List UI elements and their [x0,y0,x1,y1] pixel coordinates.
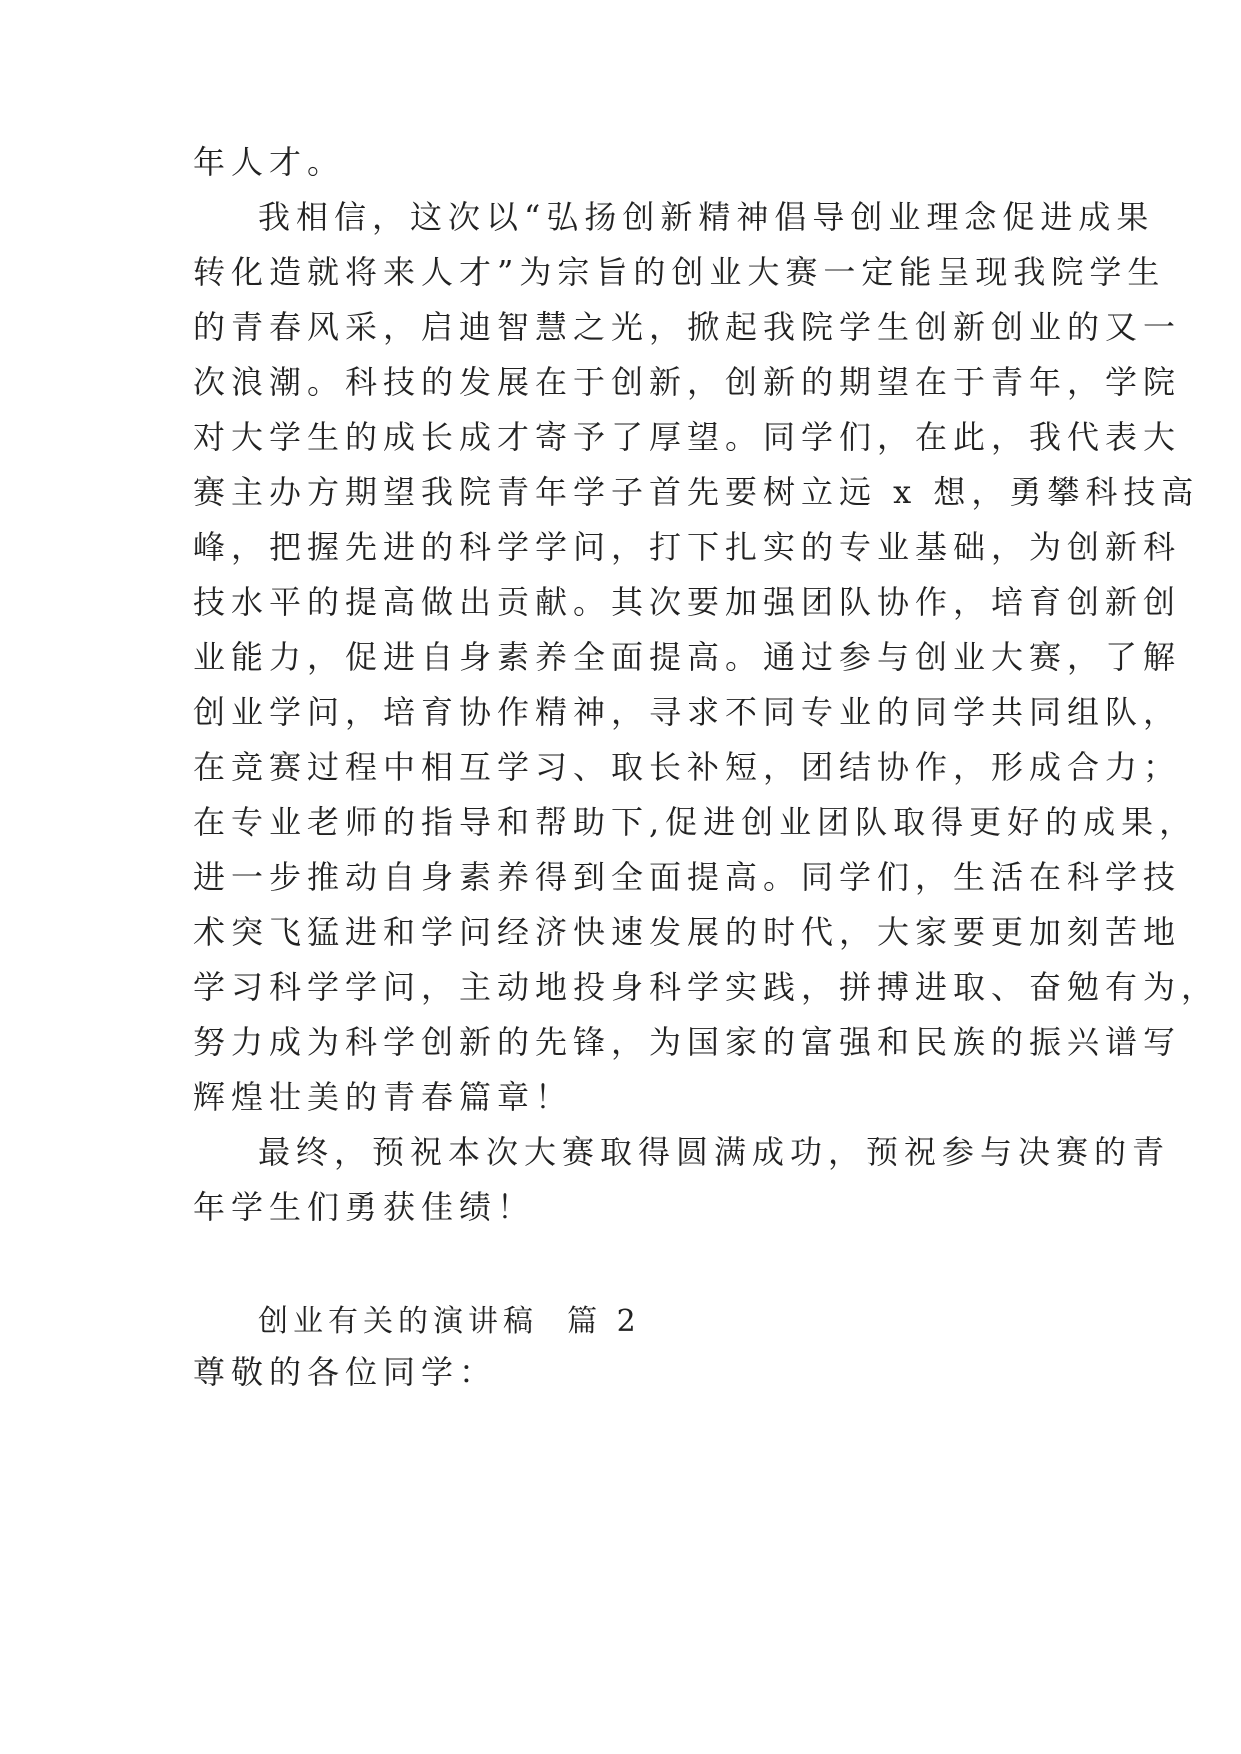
paragraph1-line: 我相信，这次以“弘扬创新精神倡导创业理念促进成果 [258,198,1155,236]
paragraph1-line: 次浪潮。科技的发展在于创新，创新的期望在于青年，学院 [193,363,1182,401]
paragraph1-line: 学习科学学问，主动地投身科学实践，拼搏进取、奋勉有为， [193,968,1220,1006]
paragraph1-line: 努力成为科学创新的先锋，为国家的富强和民族的振兴谱写 [193,1023,1182,1061]
paragraph1-line: 创业学问，培育协作精神，寻求不同专业的同学共同组队， [193,693,1182,731]
paragraph1-line: 业能力，促进自身素养全面提高。通过参与创业大赛，了解 [193,638,1182,676]
paragraph1-line: 峰，把握先进的科学学问，打下扎实的专业基础，为创新科 [193,528,1182,566]
paragraph1-line: 术突飞猛进和学问经济快速发展的时代，大家要更加刻苦地 [193,913,1182,951]
paragraph1-line: 辉煌壮美的青春篇章！ [193,1078,574,1116]
continuation-line: 年人才。 [193,143,346,181]
paragraph1-line: 在专业老师的指导和帮助下,促进创业团队取得更好的成果， [193,803,1198,841]
paragraph1-line: 的青春风采，启迪智慧之光，掀起我院学生创新创业的又一 [193,308,1182,346]
paragraph2-line: 最终，预祝本次大赛取得圆满成功，预祝参与决赛的青 [258,1133,1171,1171]
paragraph1-line: 在竞赛过程中相互学习、取长补短，团结协作，形成合力； [193,748,1182,786]
salutation: 尊敬的各位同学： [193,1353,498,1391]
section-heading: 创业有关的演讲稿 篇 2 [258,1304,641,1339]
paragraph1-line: 转化造就将来人才”为宗旨的创业大赛一定能呈现我院学生 [193,253,1166,291]
paragraph1-line: 技水平的提高做出贡献。其次要加强团队协作，培育创新创 [193,583,1182,621]
paragraph1-line: 进一步推动自身素养得到全面提高。同学们，生活在科学技 [193,858,1182,896]
paragraph2-line: 年学生们勇获佳绩！ [193,1188,536,1226]
paragraph1-line: 赛主办方期望我院青年学子首先要树立远 x 想，勇攀科技高 [193,473,1200,511]
paragraph1-line: 对大学生的成长成才寄予了厚望。同学们，在此，我代表大 [193,418,1182,456]
